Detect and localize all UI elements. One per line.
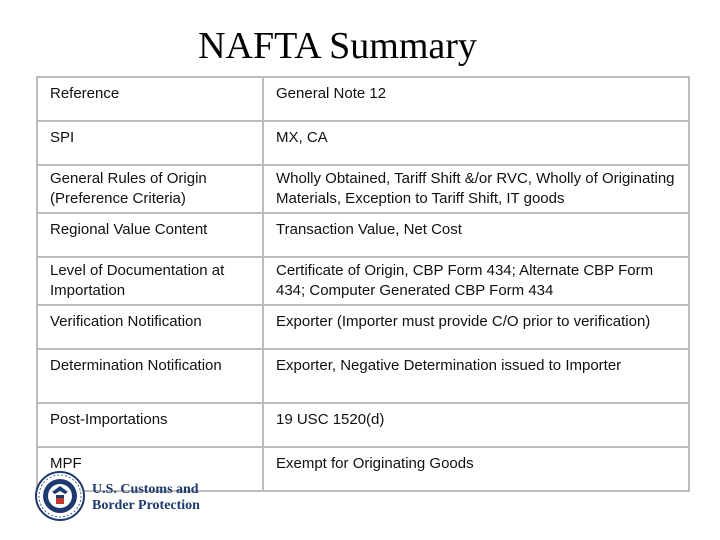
nafta-summary-table	[36, 76, 690, 492]
row-label: Reference	[37, 77, 263, 121]
table-row	[37, 77, 689, 121]
table-row	[37, 305, 689, 349]
logo-line-2: Border Protection	[92, 498, 200, 513]
dhs-seal-icon	[34, 470, 86, 522]
table-row	[37, 121, 689, 165]
row-value: 19 USC 1520(d)	[263, 403, 689, 447]
table-row	[37, 349, 689, 403]
page-title: NAFTA Summary	[198, 25, 477, 67]
table-row	[37, 213, 689, 257]
row-value: Certificate of Origin, CBP Form 434; Alternate CBP Form 434; Computer Generated CBP Form 434	[263, 257, 689, 305]
row-value: Exporter, Negative Determination issued to Importer	[263, 349, 689, 403]
row-label: Level of Documentation at Importation	[37, 257, 263, 305]
row-value: Exempt for Originating Goods	[263, 447, 689, 491]
row-value: Transaction Value, Net Cost	[263, 213, 689, 257]
row-label: SPI	[37, 121, 263, 165]
logo-line-1: U.S. Customs and	[92, 482, 199, 497]
row-value: MX, CA	[263, 121, 689, 165]
row-label: Regional Value Content	[37, 213, 263, 257]
row-label: Verification Notification	[37, 305, 263, 349]
cbp-logo-text	[92, 482, 200, 514]
table-row	[37, 165, 689, 213]
row-value: Wholly Obtained, Tariff Shift &/or RVC, Wholly of Originating Materials, Exception to Tariff Shift, IT goods	[263, 165, 689, 213]
table-row	[37, 403, 689, 447]
table-row	[37, 257, 689, 305]
row-label: MPF	[37, 447, 263, 491]
row-value: Exporter (Importer must provide C/O prior to verification)	[263, 305, 689, 349]
row-label: Post-Importations	[37, 403, 263, 447]
row-label: Determination Notification	[37, 349, 263, 403]
cbp-logo	[32, 468, 222, 528]
row-value: General Note 12	[263, 77, 689, 121]
row-label: General Rules of Origin (Preference Criteria)	[37, 165, 263, 213]
